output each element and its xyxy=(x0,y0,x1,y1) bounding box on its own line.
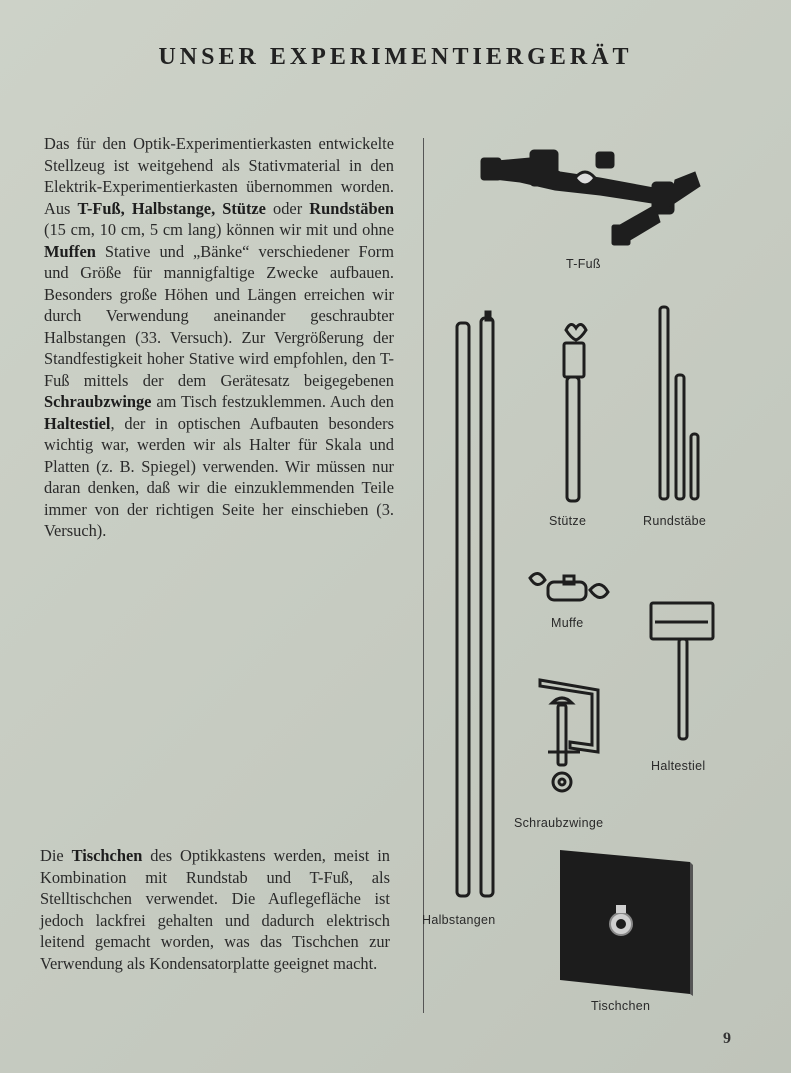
emphasis-term: Tischchen xyxy=(71,846,143,865)
text-run: Die xyxy=(40,846,72,865)
label-stuetze: Stütze xyxy=(549,514,587,528)
stuetze-illustration xyxy=(564,324,586,501)
emphasis-term: Rundstäben xyxy=(309,198,394,218)
text-run: Das für den Optik-Experimentierkasten entwickelte Stellzeug ist weitgehend als Stativmaterial in den Elektrik-Experimentierkasten übernommen worden. Aus xyxy=(44,134,394,218)
text-run: , der in optischen Aufbauten besonders wichtig war, werden wir als Halter für Skala und Platten (z. B. Spiegel) verwenden. Wir müssen nur daran denken, daß wir die einzuklemmenden Teile immer von der richtigen Seite her einschieben (3. Versuch). xyxy=(44,413,394,540)
label-schraubzwinge: Schraubzwinge xyxy=(514,816,604,830)
muffe-illustration xyxy=(530,573,608,600)
schraubzwinge-illustration xyxy=(540,680,598,791)
label-rundstaebe: Rundstäbe xyxy=(643,514,707,528)
text-run: Stative und „Bänke“ verschiedener Form und Größe für mannigfaltige Zwecke aufbauen. Besonders große Höhen und Längen erreichen wir durch Verwendung aneinander geschraubter Halbstangen (33. Versuch). Zur Vergrößerung der Standfestigkeit hoher Stative wird empfohlen, den T-Fuß mittels der dem Gerätesatz beigegebenen xyxy=(44,241,394,390)
halbstangen-illustration xyxy=(457,312,493,896)
page-number: 9 xyxy=(723,1030,731,1047)
emphasis-term: Muffen xyxy=(44,241,96,261)
text-run: des Optikkastens werden, meist in Kombination mit Rundstab und T-Fuß, als Stelltischchen verwendet. Die Auflegefläche ist jedoch lackfrei gehalten und dadurch elektrisch leitend gemacht worden, was das Tischchen zur Verwendung als Kondensatorplatte geeignet macht. xyxy=(40,846,390,973)
page-title: UNSER EXPERIMENTIERGERÄT xyxy=(158,44,633,70)
label-tischchen: Tischchen xyxy=(591,999,651,1013)
emphasis-term: Schraubzwinge xyxy=(44,392,152,411)
t-fuss-illustration xyxy=(481,150,700,245)
emphasis-term: Haltestiel xyxy=(44,413,111,433)
label-muffe: Muffe xyxy=(551,616,584,630)
text-run: oder xyxy=(265,198,310,218)
label-haltestiel: Haltestiel xyxy=(651,759,706,773)
text-run: (15 cm, 10 cm, 5 cm lang) können wir mit und ohne xyxy=(44,220,394,239)
rundstaebe-illustration xyxy=(660,307,698,499)
emphasis-term: T-Fuß, Halbstange, Stütze xyxy=(77,198,266,218)
label-tfuss: T-Fuß xyxy=(566,257,601,271)
haltestiel-illustration xyxy=(651,603,713,739)
tischchen-illustration xyxy=(560,850,693,996)
text-run: am Tisch festzuklemmen. Auch den xyxy=(151,392,394,411)
label-halbstangen: Halbstangen xyxy=(422,913,496,927)
